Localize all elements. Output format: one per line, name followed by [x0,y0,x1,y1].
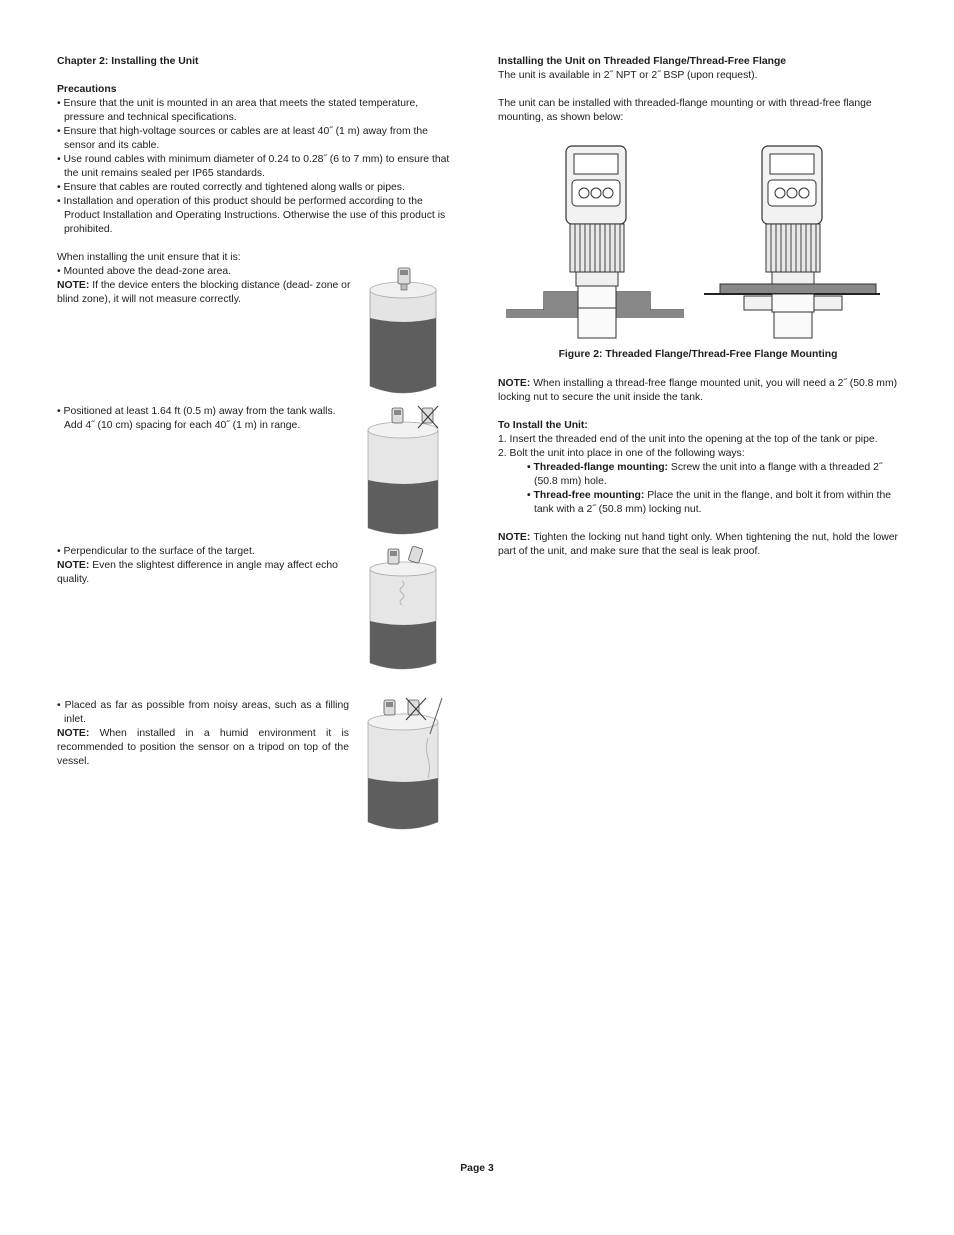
precaution-item: • Installation and operation of this product should be performed according to the Product Installation and Operating Instructions. Otherwise the use of this product is prohibited. [57,196,446,235]
item-noisy-areas: • Placed as far as possible from noisy areas, such as a filling inlet. [57,700,349,725]
tank-illustration-noisy-area [362,694,444,834]
precaution-item: • Ensure that the unit is mounted in an area that meets the stated temperature, pressure and technical specifications. [57,98,419,123]
substep-label: • Thread-free mounting: [527,490,645,501]
availability-text: The unit is available in 2˝ NPT or 2˝ BSP (upon request). [498,70,758,81]
install-item-1 [57,251,352,307]
precaution-item: • Use round cables with minimum diameter of 0.24 to 0.28˝ (6 to 7 mm) to ensure that the unit remains sealed per IP65 standards. [57,154,450,179]
item-mounted-above: • Mounted above the dead-zone area. [57,266,232,277]
section-heading: Installing the Unit on Threaded Flange/Thread-Free Flange [498,56,787,67]
note-label: NOTE: [57,728,90,739]
right-instructions [498,377,898,559]
chapter-title: Chapter 2: Installing the Unit [57,56,199,67]
note-thread-free [498,377,898,405]
substep-text: Place the unit in the flange, and bolt it from within the tank with a 2˝ (50.8 mm) locking nut. [534,490,891,515]
threaded-flange-unit [506,146,684,338]
right-column [498,55,898,125]
flange-mounting-figure [500,140,890,340]
note-label: NOTE: [498,532,531,543]
install-item-2 [57,405,352,433]
note-text: Tighten the locking nut hand tight only. When tightening the nut, hold the lower part of the unit, and make sure that the seal is leak proof. [498,532,898,557]
page-number: Page 3 [460,1163,494,1174]
substep-text: Screw the unit into a flange with a threaded 2˝ (50.8 mm) hole. [534,462,883,487]
note-locking-nut [498,531,898,559]
item-positioned: • Positioned at least 1.64 ft (0.5 m) away from the tank walls. Add 4˝ (10 cm) spacing for each 40˝ (1 m) in range. [57,406,336,431]
mount-intro-text: The unit can be installed with threaded-flange mounting or with thread-free flange mounting, as shown below: [498,98,872,123]
install-substep-thread-free [498,489,898,517]
note-text: Even the slightest difference in angle may affect echo quality. [57,560,338,585]
install-step-1: 1. Insert the threaded end of the unit into the opening at the top of the tank or pipe. [498,434,878,445]
install-item-3 [57,545,352,587]
tank-illustration-perpendicular [362,545,444,673]
substep-label: • Threaded-flange mounting: [527,462,669,473]
tank-illustration-deadzone [362,262,444,396]
item-note [57,727,349,769]
note-text: If the device enters the blocking distance (dead- zone or blind zone), it will not measure correctly. [57,280,351,305]
item-perpendicular: • Perpendicular to the surface of the target. [57,546,255,557]
item-note [57,559,352,587]
figure-caption: Figure 2: Threaded Flange/Thread-Free Flange Mounting [558,349,838,360]
note-label: NOTE: [57,560,90,571]
note-text: When installing a thread-free flange mounted unit, you will need a 2˝ (50.8 mm) locking nut to secure the unit inside the tank. [498,378,898,403]
left-column [57,55,457,237]
note-text: When installed in a humid environment it is recommended to position the sensor on a tripod on top of the vessel. [57,728,349,767]
precaution-item: • Ensure that cables are routed correctly and tightened along walls or pipes. [57,182,405,193]
note-label: NOTE: [57,280,90,291]
item-note [57,279,352,307]
when-installing-intro: When installing the unit ensure that it is: [57,252,241,263]
thread-free-flange-unit [704,146,880,338]
install-item-4 [57,699,349,769]
install-substep-threaded [498,461,898,489]
tank-illustration-wall-distance [362,404,444,536]
precaution-item: • Ensure that high-voltage sources or cables are at least 40˝ (1 m) away from the sensor and its cable. [57,126,428,151]
precautions-heading: Precautions [57,84,117,95]
to-install-heading: To Install the Unit: [498,420,588,431]
figure-caption-wrap [498,348,898,362]
note-label: NOTE: [498,378,531,389]
install-step-2: 2. Bolt the unit into place in one of the following ways: [498,448,745,459]
